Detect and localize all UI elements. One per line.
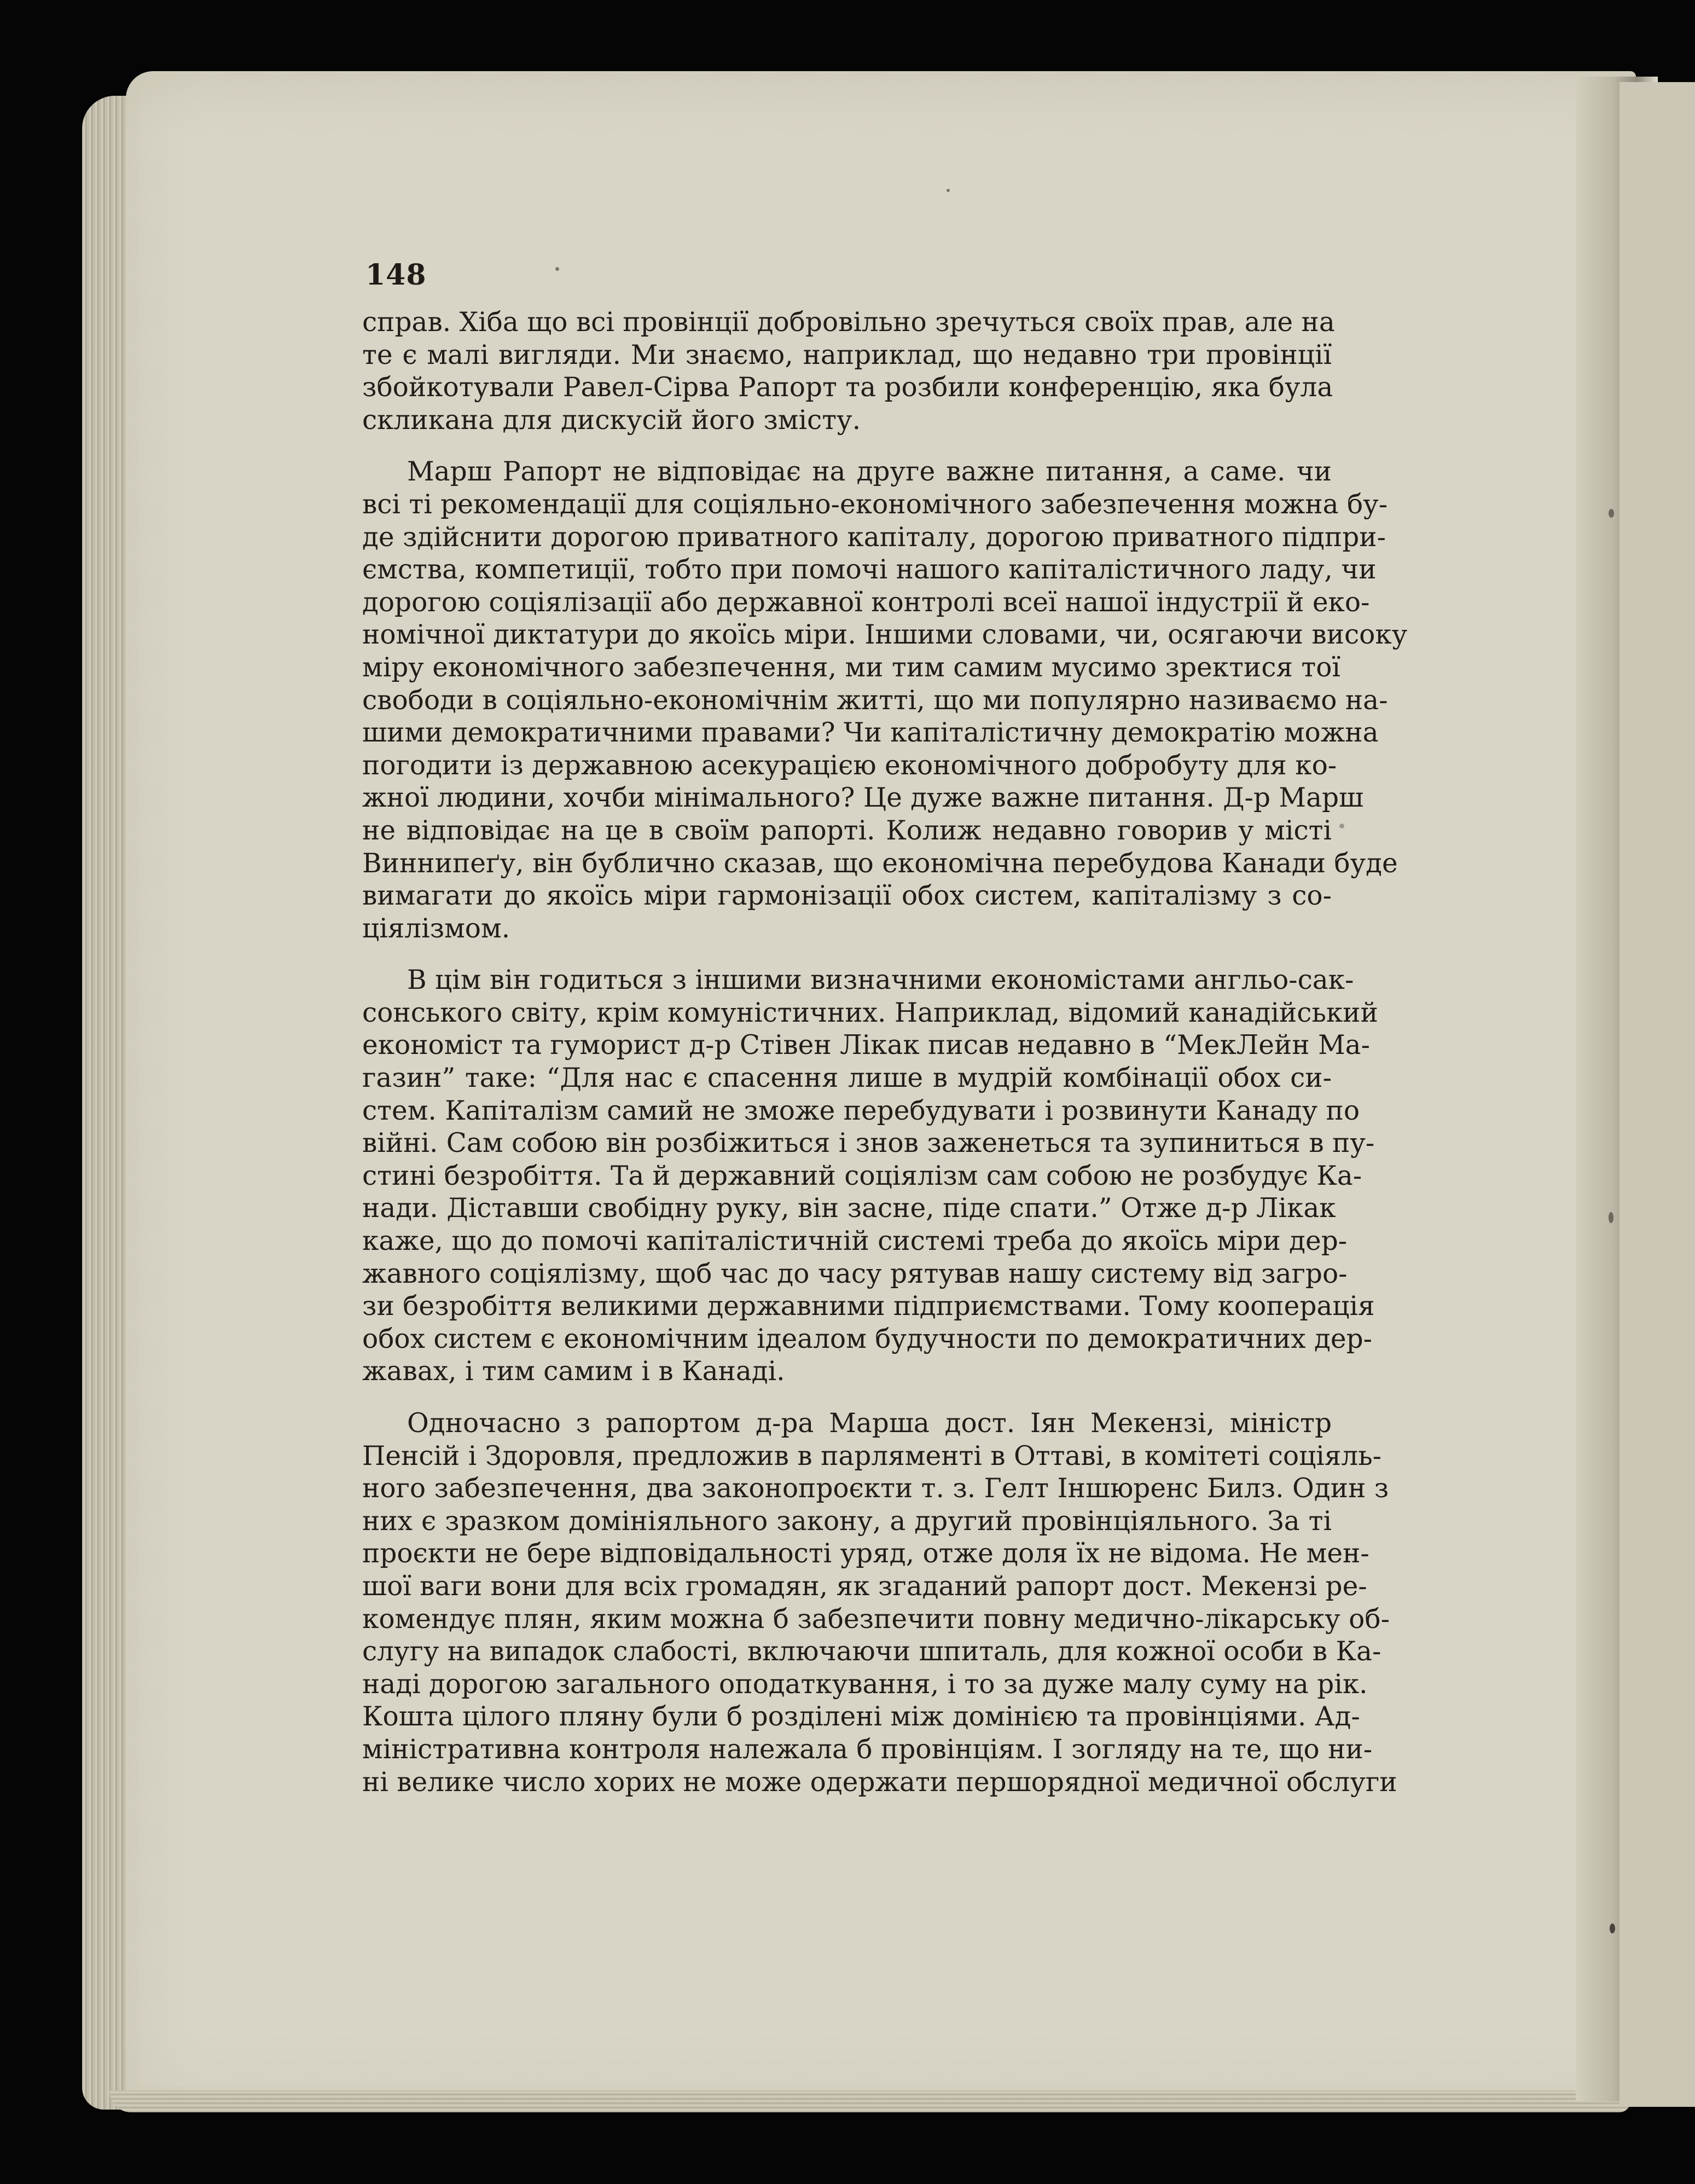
text-line: каже, що до помочі капіталістичній системі треба до якоїсь міри дер-: [362, 1226, 1348, 1257]
text-line: дорогою соціялізації або державної контролі всеї нашої індустрії й еко-: [362, 587, 1370, 618]
text-line: міністративна контроля належала б провінціям. І зогляду на те, що ни-: [362, 1734, 1373, 1765]
text-line: шої ваги вони для всіх громадян, як згаданий рапорт дост. Мекензі ре-: [362, 1571, 1367, 1602]
text-line: ні велике число хорих не може одержати першорядної медичної обслуги: [362, 1766, 1397, 1798]
paper-speck: [1609, 1212, 1613, 1223]
paragraph-gap: [362, 437, 1332, 456]
text-line: жної людини, хочби мінімального? Це дуже важне питання. Д-р Марш: [362, 783, 1364, 814]
text-line: те є малі вигляди. Ми знаємо, наприклад, що недавно три провінції: [362, 339, 1332, 370]
text-line: жавах, і тим самим і в Канаді.: [362, 1356, 785, 1387]
text-line: міру економічного забезпечення, ми тим самим мусимо зректися тої: [362, 652, 1340, 683]
text-line: них є зразком домініяльного закону, а другий провінціяльного. За ті: [362, 1505, 1332, 1537]
text-line: обох систем є економічним ідеалом будучности по демократичних дер-: [362, 1323, 1373, 1354]
text-line: комендує плян, яким можна б забезпечити повну медично-лікарську об-: [362, 1603, 1390, 1635]
text-line: ємства, компетиції, тобто при помочі нашого капіталістичного ладу, чи: [362, 554, 1377, 586]
text-line: скликана для дискусій його змісту.: [362, 404, 861, 436]
facing-page-strip: [1619, 82, 1695, 2107]
paper-speck: [555, 267, 559, 271]
text-line: шими демократичними правами? Чи капіталістичну демократію можна: [362, 717, 1379, 749]
text-line: не відповідає на це в своїм рапорті. Колиж недавно говорив у місті: [362, 815, 1332, 846]
text-line: економіст та гуморист д-р Стівен Лікак писав недавно в “МекЛейн Ма-: [362, 1030, 1370, 1061]
text-line: збойкотували Равел-Сірва Рапорт та розбили конференцію, яка була: [362, 372, 1333, 403]
text-line: нади. Діставши свобідну руку, він засне, піде спати.” Отже д-р Лікак: [362, 1193, 1336, 1224]
text-line: ціялізмом.: [362, 913, 510, 944]
page-number: 148: [365, 258, 427, 292]
text-line: вимагати до якоїсь міри гармонізації обох систем, капіталізму з со-: [362, 880, 1332, 912]
text-line: війні. Сам собою він розбіжиться і знов заженеться та зупиниться в пу-: [362, 1128, 1375, 1159]
paper-speck: [1609, 509, 1614, 518]
text-line: газин” таке: “Для нас є спасення лише в мудрій комбінації обох си-: [362, 1063, 1332, 1094]
text-line: свободи в соціяльно-економічнім житті, що ми популярно називаємо на-: [362, 685, 1388, 716]
body-text: [362, 306, 1408, 1799]
text-line: Кошта цілого пляну були б розділені між домінією та провінціями. Ад-: [362, 1701, 1360, 1733]
text-line: сонського світу, крім комуністичних. Наприклад, відомий канадійський: [362, 997, 1378, 1028]
text-line: номічної диктатури до якоїсь міри. Іншими словами, чи, осягаючи високу: [362, 619, 1408, 651]
text-line: Одночасно з рапортом д-ра Марша дост. Іян Мекензі, міністр: [407, 1408, 1332, 1439]
text-line: зи безробіття великими державними підприємствами. Тому кооперація: [362, 1291, 1375, 1322]
text-line: справ. Хіба що всі провінції добровільно зречуться своїх прав, але на: [362, 307, 1335, 338]
text-line: стині безробіття. Та й державний соціялізм сам собою не розбудує Ка-: [362, 1160, 1362, 1191]
paragraph-gap: [362, 1388, 1332, 1407]
book-bottom-edges: [109, 2090, 1630, 2112]
text-line: жавного соціялізму, щоб час до часу рятував нашу систему від загро-: [362, 1258, 1348, 1289]
text-line: Марш Рапорт не відповідає на друге важне питання, а саме. чи: [407, 456, 1332, 488]
text-line: слугу на випадок слабості, включаючи шпиталь, для кожної особи в Ка-: [362, 1636, 1381, 1667]
text-line: де здійснити дорогою приватного капіталу, дорогою приватного підпри-: [362, 522, 1386, 553]
paper-speck: [947, 189, 950, 192]
paper-speck: [1339, 824, 1344, 829]
text-line: проєкти не бере відповідальності уряд, отже доля їх не відома. Не мен-: [362, 1538, 1369, 1569]
text-line: стем. Капіталізм самий не зможе перебудувати і розвинути Канаду по: [362, 1095, 1360, 1126]
text-line: всі ті рекомендації для соціяльно-економічного забезпечення можна бу-: [362, 489, 1388, 520]
text-line: погодити із державною асекурацією економічного добробуту для ко-: [362, 750, 1337, 781]
text-line: наді дорогою загального оподаткування, і то за дуже малу суму на рік.: [362, 1669, 1368, 1700]
text-line: В цім він годиться з іншими визначними економістами англьо-сак-: [407, 965, 1354, 996]
text-line: ного забезпечення, два законопроєкти т. з. Гелт Іншюренс Билз. Один з: [362, 1473, 1389, 1504]
text-line: Пенсій і Здоровля, предложив в парляменті в Оттаві, в комітеті соціяль-: [362, 1440, 1382, 1472]
paper-speck: [1610, 1924, 1615, 1933]
paragraph-gap: [362, 945, 1332, 964]
text-line: Виннипеґу, він бублично сказав, що економічна перебудова Канади буде: [362, 848, 1398, 879]
